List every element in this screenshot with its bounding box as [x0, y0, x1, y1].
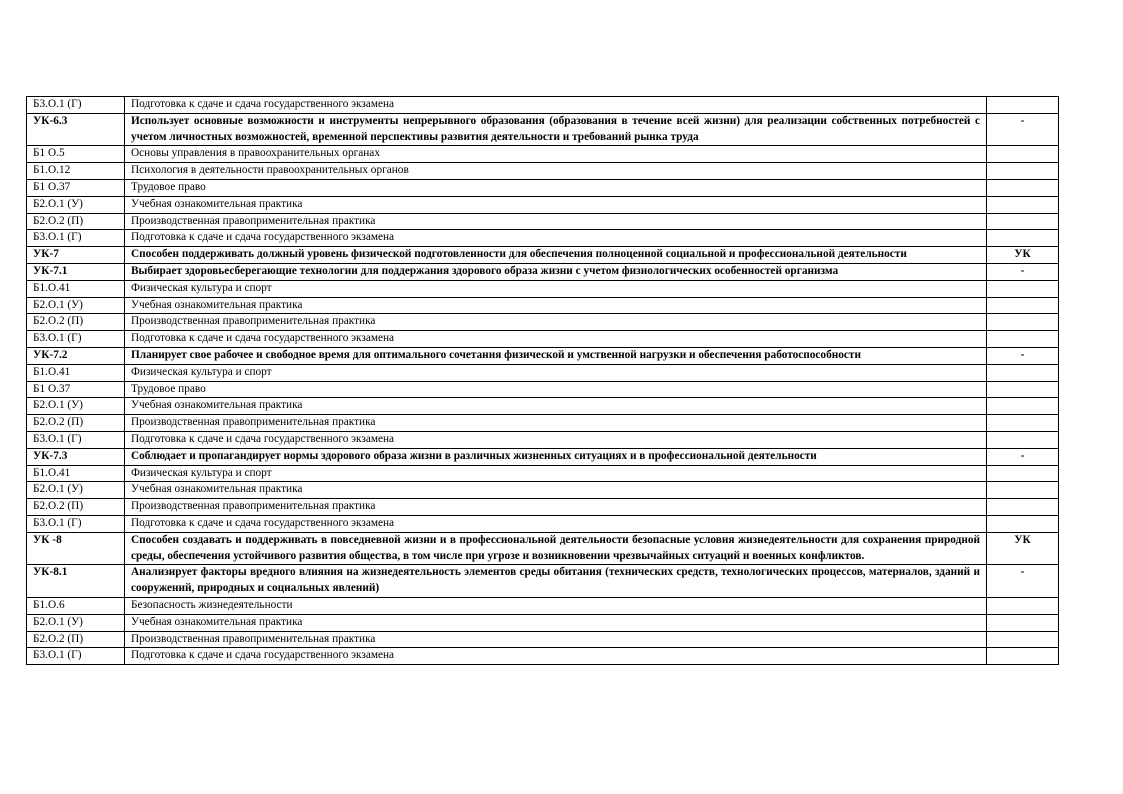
discipline-row	[27, 398, 1059, 415]
discipline-row	[27, 431, 1059, 448]
code-cell: УК-7	[27, 247, 125, 264]
mark-cell	[987, 364, 1059, 381]
competency-row	[27, 532, 1059, 565]
description-cell: Основы управления в правоохранительных органах	[125, 146, 987, 163]
description-cell: Физическая культура и спорт	[125, 364, 987, 381]
code-cell: Б2.О.1 (У)	[27, 398, 125, 415]
discipline-row	[27, 146, 1059, 163]
description-cell: Производственная правоприменительная практика	[125, 499, 987, 516]
mark-cell	[987, 146, 1059, 163]
mark-cell	[987, 499, 1059, 516]
mark-cell	[987, 230, 1059, 247]
code-cell: УК-7.3	[27, 448, 125, 465]
mark-cell	[987, 515, 1059, 532]
code-cell: Б2.О.2 (П)	[27, 631, 125, 648]
description-cell: Подготовка к сдаче и сдача государственного экзамена	[125, 230, 987, 247]
mark-cell	[987, 163, 1059, 180]
mark-cell	[987, 196, 1059, 213]
description-cell: Учебная ознакомительная практика	[125, 482, 987, 499]
description-cell: Трудовое право	[125, 381, 987, 398]
description-cell: Производственная правоприменительная практика	[125, 314, 987, 331]
code-cell: Б2.О.2 (П)	[27, 213, 125, 230]
description-cell: Психология в деятельности правоохранительных органов	[125, 163, 987, 180]
code-cell: Б1.О.12	[27, 163, 125, 180]
description-cell: Подготовка к сдаче и сдача государственного экзамена	[125, 648, 987, 665]
discipline-row	[27, 648, 1059, 665]
code-cell: Б2.О.1 (У)	[27, 196, 125, 213]
code-cell: Б3.О.1 (Г)	[27, 515, 125, 532]
mark-cell	[987, 331, 1059, 348]
description-cell: Анализирует факторы вредного влияния на жизнедеятельность элементов среды обитания (технических средств, технологических процессов, материалов, зданий и сооружений, природных и социальных явлений)	[125, 565, 987, 598]
code-cell: УК -8	[27, 532, 125, 565]
description-cell: Безопасность жизнедеятельности	[125, 597, 987, 614]
discipline-row	[27, 314, 1059, 331]
description-cell: Планирует свое рабочее и свободное время для оптимального сочетания физической и умственной нагрузки и обеспечения работоспособности	[125, 347, 987, 364]
mark-cell	[987, 465, 1059, 482]
code-cell: Б1.О.41	[27, 280, 125, 297]
discipline-row	[27, 381, 1059, 398]
description-cell: Способен создавать и поддерживать в повседневной жизни и в профессиональной деятельности безопасные условия жизнедеятельности для сохранения природной среды, обеспечения устойчивого развития общества, в том числе при угрозе и возникновении чрезвычайных ситуаций и военных конфликтов.	[125, 532, 987, 565]
description-cell: Учебная ознакомительная практика	[125, 297, 987, 314]
description-cell: Подготовка к сдаче и сдача государственного экзамена	[125, 431, 987, 448]
competency-row	[27, 113, 1059, 146]
discipline-row	[27, 297, 1059, 314]
mark-cell	[987, 482, 1059, 499]
discipline-row	[27, 415, 1059, 432]
mark-cell	[987, 631, 1059, 648]
code-cell: Б1 О.37	[27, 381, 125, 398]
code-cell: Б3.О.1 (Г)	[27, 97, 125, 114]
mark-cell	[987, 213, 1059, 230]
code-cell: Б2.О.2 (П)	[27, 499, 125, 516]
discipline-row	[27, 97, 1059, 114]
code-cell: Б2.О.1 (У)	[27, 482, 125, 499]
code-cell: УК-7.1	[27, 263, 125, 280]
competency-row	[27, 565, 1059, 598]
description-cell: Производственная правоприменительная практика	[125, 631, 987, 648]
mark-cell: -	[987, 113, 1059, 146]
description-cell: Соблюдает и пропагандирует нормы здорового образа жизни в различных жизненных ситуациях и в профессиональной деятельности	[125, 448, 987, 465]
code-cell: Б1.О.41	[27, 364, 125, 381]
discipline-row	[27, 631, 1059, 648]
code-cell: Б2.О.2 (П)	[27, 415, 125, 432]
description-cell: Трудовое право	[125, 179, 987, 196]
code-cell: Б2.О.1 (У)	[27, 297, 125, 314]
discipline-row	[27, 482, 1059, 499]
discipline-row	[27, 331, 1059, 348]
code-cell: УК-8.1	[27, 565, 125, 598]
code-cell: Б1 О.37	[27, 179, 125, 196]
code-cell: УК-7.2	[27, 347, 125, 364]
code-cell: Б1.О.41	[27, 465, 125, 482]
mark-cell: -	[987, 448, 1059, 465]
description-cell: Производственная правоприменительная практика	[125, 213, 987, 230]
mark-cell	[987, 97, 1059, 114]
description-cell: Подготовка к сдаче и сдача государственного экзамена	[125, 97, 987, 114]
discipline-row	[27, 230, 1059, 247]
discipline-row	[27, 499, 1059, 516]
description-cell: Производственная правоприменительная практика	[125, 415, 987, 432]
mark-cell	[987, 648, 1059, 665]
competency-row	[27, 347, 1059, 364]
discipline-row	[27, 280, 1059, 297]
description-cell: Подготовка к сдаче и сдача государственного экзамена	[125, 331, 987, 348]
mark-cell	[987, 179, 1059, 196]
code-cell: Б3.О.1 (Г)	[27, 648, 125, 665]
mark-cell: -	[987, 565, 1059, 598]
mark-cell: -	[987, 347, 1059, 364]
mark-cell: УК	[987, 532, 1059, 565]
description-cell: Использует основные возможности и инструменты непрерывного образования (образования в течение всей жизни) для реализации собственных потребностей с учетом личностных возможностей, временной перспективы развития деятельности и требований рынка труда	[125, 113, 987, 146]
code-cell: Б3.О.1 (Г)	[27, 331, 125, 348]
mark-cell	[987, 398, 1059, 415]
code-cell: Б3.О.1 (Г)	[27, 230, 125, 247]
code-cell: Б3.О.1 (Г)	[27, 431, 125, 448]
mark-cell	[987, 597, 1059, 614]
discipline-row	[27, 515, 1059, 532]
discipline-row	[27, 614, 1059, 631]
code-cell: Б2.О.2 (П)	[27, 314, 125, 331]
discipline-row	[27, 179, 1059, 196]
code-cell: Б1 О.5	[27, 146, 125, 163]
description-cell: Подготовка к сдаче и сдача государственного экзамена	[125, 515, 987, 532]
code-cell: Б1.О.6	[27, 597, 125, 614]
description-cell: Способен поддерживать должный уровень физической подготовленности для обеспечения полноценной социальной и профессиональной деятельности	[125, 247, 987, 264]
description-cell: Учебная ознакомительная практика	[125, 196, 987, 213]
mark-cell	[987, 314, 1059, 331]
code-cell: Б2.О.1 (У)	[27, 614, 125, 631]
mark-cell: -	[987, 263, 1059, 280]
discipline-row	[27, 465, 1059, 482]
description-cell: Учебная ознакомительная практика	[125, 614, 987, 631]
discipline-row	[27, 196, 1059, 213]
code-cell: УК-6.3	[27, 113, 125, 146]
mark-cell	[987, 280, 1059, 297]
description-cell: Физическая культура и спорт	[125, 465, 987, 482]
mark-cell	[987, 431, 1059, 448]
competency-table	[26, 96, 1059, 665]
discipline-row	[27, 597, 1059, 614]
mark-cell	[987, 415, 1059, 432]
discipline-row	[27, 213, 1059, 230]
competency-row	[27, 247, 1059, 264]
mark-cell: УК	[987, 247, 1059, 264]
description-cell: Учебная ознакомительная практика	[125, 398, 987, 415]
discipline-row	[27, 364, 1059, 381]
mark-cell	[987, 381, 1059, 398]
mark-cell	[987, 297, 1059, 314]
description-cell: Выбирает здоровьесберегающие технологии для поддержания здорового образа жизни с учетом физиологических особенностей организма	[125, 263, 987, 280]
competency-table-body	[27, 97, 1059, 665]
competency-row	[27, 263, 1059, 280]
discipline-row	[27, 163, 1059, 180]
competency-row	[27, 448, 1059, 465]
mark-cell	[987, 614, 1059, 631]
description-cell: Физическая культура и спорт	[125, 280, 987, 297]
